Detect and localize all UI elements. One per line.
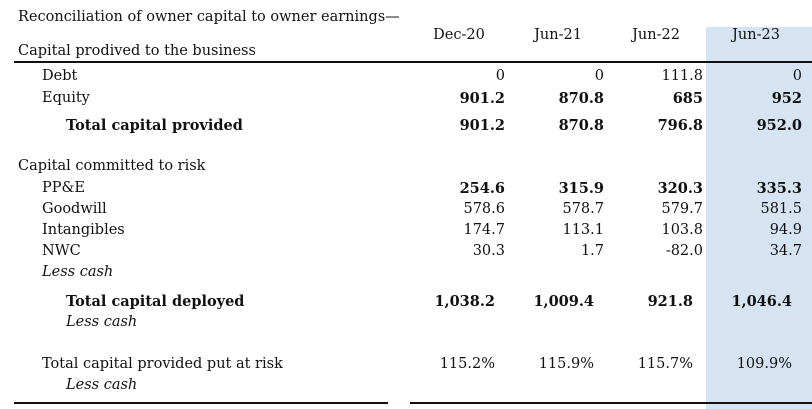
row-label-equity: Equity xyxy=(42,90,90,106)
table-title: Reconciliation of owner capital to owner earnings— xyxy=(18,9,400,25)
footer-rule-left xyxy=(14,402,388,404)
cell-put-at-risk-jun-21: 115.9% xyxy=(538,356,594,372)
footer-rule-right xyxy=(410,402,812,404)
row-label-total-capital-provided: Total capital provided xyxy=(66,117,243,134)
cell-nwc-dec-20: 30.3 xyxy=(472,243,505,259)
cell-total-provided-jun-21: 870.8 xyxy=(558,117,604,134)
cell-debt-jun-21: 0 xyxy=(594,68,604,84)
cell-total-deployed-jun-21: 1,009.4 xyxy=(533,293,594,310)
row-label-total-capital-deployed: Total capital deployed xyxy=(66,293,245,310)
row-label-less-cash-1: Less cash xyxy=(42,264,114,280)
cell-total-deployed-jun-23: 1,046.4 xyxy=(731,293,792,310)
cell-ppe-jun-21: 315.9 xyxy=(558,180,604,197)
section-heading-risk: Capital committed to risk xyxy=(18,158,206,174)
cell-ppe-jun-23: 335.3 xyxy=(756,180,802,197)
cell-total-provided-jun-22: 796.8 xyxy=(657,117,703,134)
highlight-column-jun-23 xyxy=(706,27,812,409)
row-label-less-cash-2: Less cash xyxy=(66,314,138,330)
cell-ppe-dec-20: 254.6 xyxy=(459,180,505,197)
cell-intangibles-dec-20: 174.7 xyxy=(463,222,505,238)
cell-ppe-jun-22: 320.3 xyxy=(657,180,703,197)
cell-nwc-jun-22: -82.0 xyxy=(665,243,703,259)
cell-debt-jun-22: 111.8 xyxy=(661,68,703,84)
cell-put-at-risk-jun-22: 115.7% xyxy=(637,356,693,372)
cell-nwc-jun-21: 1.7 xyxy=(580,243,604,259)
cell-total-deployed-jun-22: 921.8 xyxy=(647,293,693,310)
cell-debt-jun-23: 0 xyxy=(792,68,802,84)
row-label-ppe: PP&E xyxy=(42,180,86,196)
column-header-jun-23: Jun-23 xyxy=(732,27,780,43)
cell-intangibles-jun-22: 103.8 xyxy=(661,222,703,238)
cell-put-at-risk-dec-20: 115.2% xyxy=(439,356,495,372)
column-header-jun-21: Jun-21 xyxy=(534,27,582,43)
cell-equity-jun-23: 952 xyxy=(771,90,802,107)
row-label-nwc: NWC xyxy=(42,243,81,259)
row-label-debt: Debt xyxy=(42,68,78,84)
cell-goodwill-dec-20: 578.6 xyxy=(463,201,505,217)
row-label-less-cash-3: Less cash xyxy=(66,377,138,393)
cell-goodwill-jun-21: 578.7 xyxy=(562,201,604,217)
cell-nwc-jun-23: 34.7 xyxy=(769,243,802,259)
cell-goodwill-jun-23: 581.5 xyxy=(760,201,802,217)
cell-put-at-risk-jun-23: 109.9% xyxy=(736,356,792,372)
cell-equity-jun-21: 870.8 xyxy=(558,90,604,107)
cell-debt-dec-20: 0 xyxy=(495,68,505,84)
cell-intangibles-jun-23: 94.9 xyxy=(769,222,802,238)
cell-total-provided-jun-23: 952.0 xyxy=(756,117,802,134)
cell-equity-jun-22: 685 xyxy=(672,90,703,107)
cell-equity-dec-20: 901.2 xyxy=(459,90,505,107)
header-rule xyxy=(14,61,812,63)
section-heading-provided: Capital prodived to the business xyxy=(18,43,256,59)
cell-goodwill-jun-22: 579.7 xyxy=(661,201,703,217)
column-header-dec-20: Dec-20 xyxy=(433,27,485,43)
column-header-jun-22: Jun-22 xyxy=(632,27,680,43)
row-label-goodwill: Goodwill xyxy=(42,201,107,217)
cell-total-deployed-dec-20: 1,038.2 xyxy=(434,293,495,310)
cell-intangibles-jun-21: 113.1 xyxy=(562,222,604,238)
row-label-put-at-risk: Total capital provided put at risk xyxy=(42,356,283,372)
row-label-intangibles: Intangibles xyxy=(42,222,125,238)
cell-total-provided-dec-20: 901.2 xyxy=(459,117,505,134)
